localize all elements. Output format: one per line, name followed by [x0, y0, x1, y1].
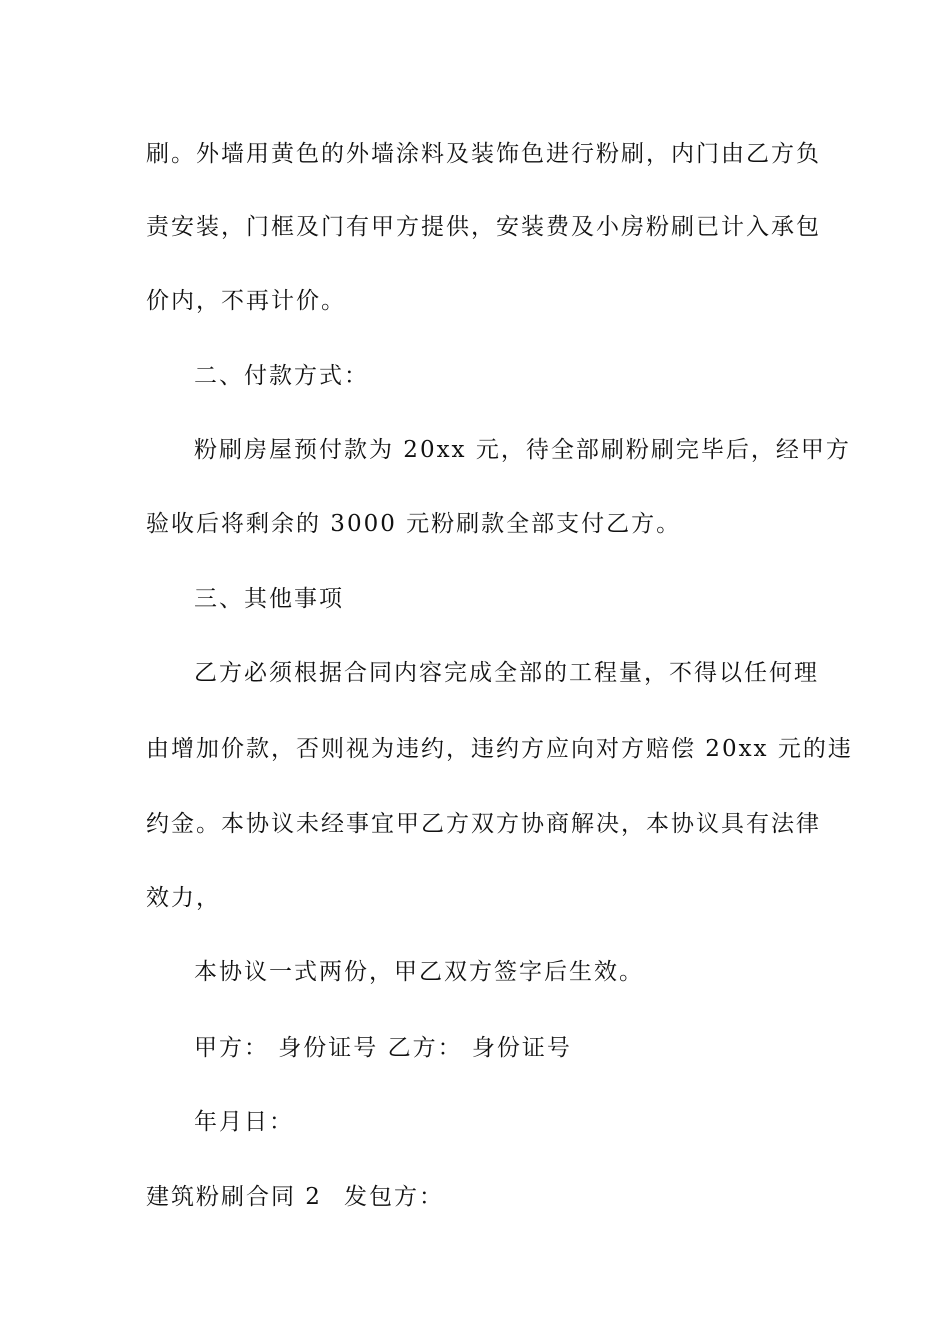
body-line-other-1: 乙方必须根据合同内容完成全部的工程量，不得以任何理	[194, 660, 819, 686]
body-line-other-3: 约金。本协议未经事宜甲乙方双方协商解决，本协议具有法律	[146, 811, 821, 837]
body-line-payment-1: 粉刷房屋预付款为 20xx 元，待全部刷粉刷完毕后，经甲方	[194, 437, 851, 463]
signature-line: 甲方： 身份证号 乙方： 身份证号	[194, 1035, 572, 1061]
body-line-1: 刷。外墙用黄色的外墙涂料及装饰色进行粉刷，内门由乙方负	[146, 141, 821, 167]
section-heading-other: 三、其他事项	[194, 586, 344, 612]
next-contract-title: 建筑粉刷合同 2	[146, 1184, 322, 1210]
effect-clause: 本协议一式两份，甲乙双方签字后生效。	[194, 959, 644, 985]
body-line-2: 责安装，门框及门有甲方提供，安装费及小房粉刷已计入承包	[146, 214, 821, 240]
contractor-label: 发包方：	[343, 1184, 444, 1210]
body-line-payment-2: 验收后将剩余的 3000 元粉刷款全部支付乙方。	[146, 511, 682, 537]
body-line-other-2: 由增加价款，否则视为违约，违约方应向对方赔偿 20xx 元的违	[146, 736, 853, 762]
body-line-3: 价内，不再计价。	[146, 288, 346, 314]
section-heading-payment: 二、付款方式：	[194, 363, 369, 389]
date-line: 年月日：	[194, 1109, 294, 1135]
body-line-other-4: 效力，	[146, 885, 221, 911]
next-contract-heading	[146, 1182, 444, 1212]
